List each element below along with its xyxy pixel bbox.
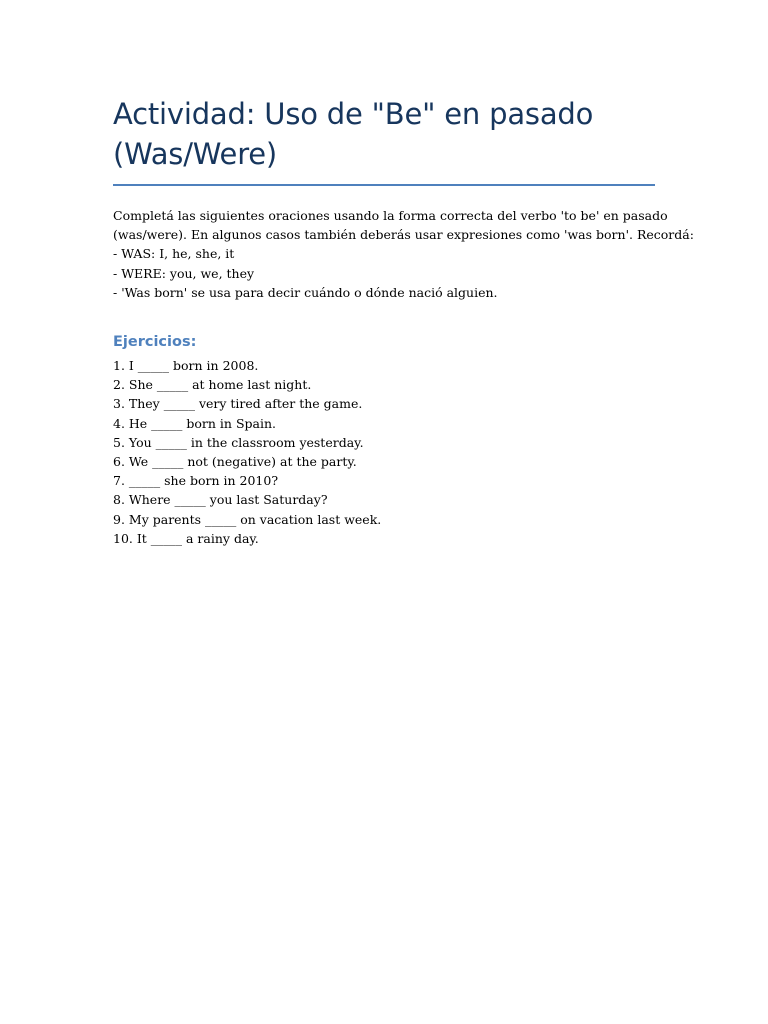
exercise-item: 2. She _____ at home last night. xyxy=(113,377,312,393)
instruction-line: - 'Was born' se usa para decir cuándo o dónde nació alguien. xyxy=(113,284,498,300)
exercises-heading: Ejercicios: xyxy=(113,334,197,351)
exercise-item: 6. We _____ not (negative) at the party. xyxy=(113,454,357,470)
instruction-line: - WAS: I, he, she, it xyxy=(113,246,235,262)
exercise-item: 7. _____ she born in 2010? xyxy=(113,473,279,489)
exercise-item: 3. They _____ very tired after the game. xyxy=(113,396,363,412)
exercise-item: 1. I _____ born in 2008. xyxy=(113,358,259,374)
instruction-line: (was/were). En algunos casos también deberás usar expresiones como 'was born'. Recordá: xyxy=(113,227,694,243)
title-divider xyxy=(113,184,655,186)
exercise-list xyxy=(113,356,655,548)
exercise-item: 8. Where _____ you last Saturday? xyxy=(113,492,328,508)
document-title xyxy=(113,94,655,174)
instruction-line: Completá las siguientes oraciones usando la forma correcta del verbo 'to be' en pasado xyxy=(113,208,668,223)
title-line-1: Actividad: Uso de "Be" en pasado xyxy=(113,97,594,131)
exercise-item: 9. My parents _____ on vacation last week. xyxy=(113,511,382,527)
exercise-item: 5. You _____ in the classroom yesterday. xyxy=(113,434,364,450)
exercise-item: 4. He _____ born in Spain. xyxy=(113,415,276,431)
document-page xyxy=(113,94,694,548)
instruction-line: - WERE: you, we, they xyxy=(113,265,255,281)
title-line-2: (Was/Were) xyxy=(113,137,278,171)
instructions-paragraph xyxy=(113,206,694,302)
exercise-item: 10. It _____ a rainy day. xyxy=(113,530,259,546)
